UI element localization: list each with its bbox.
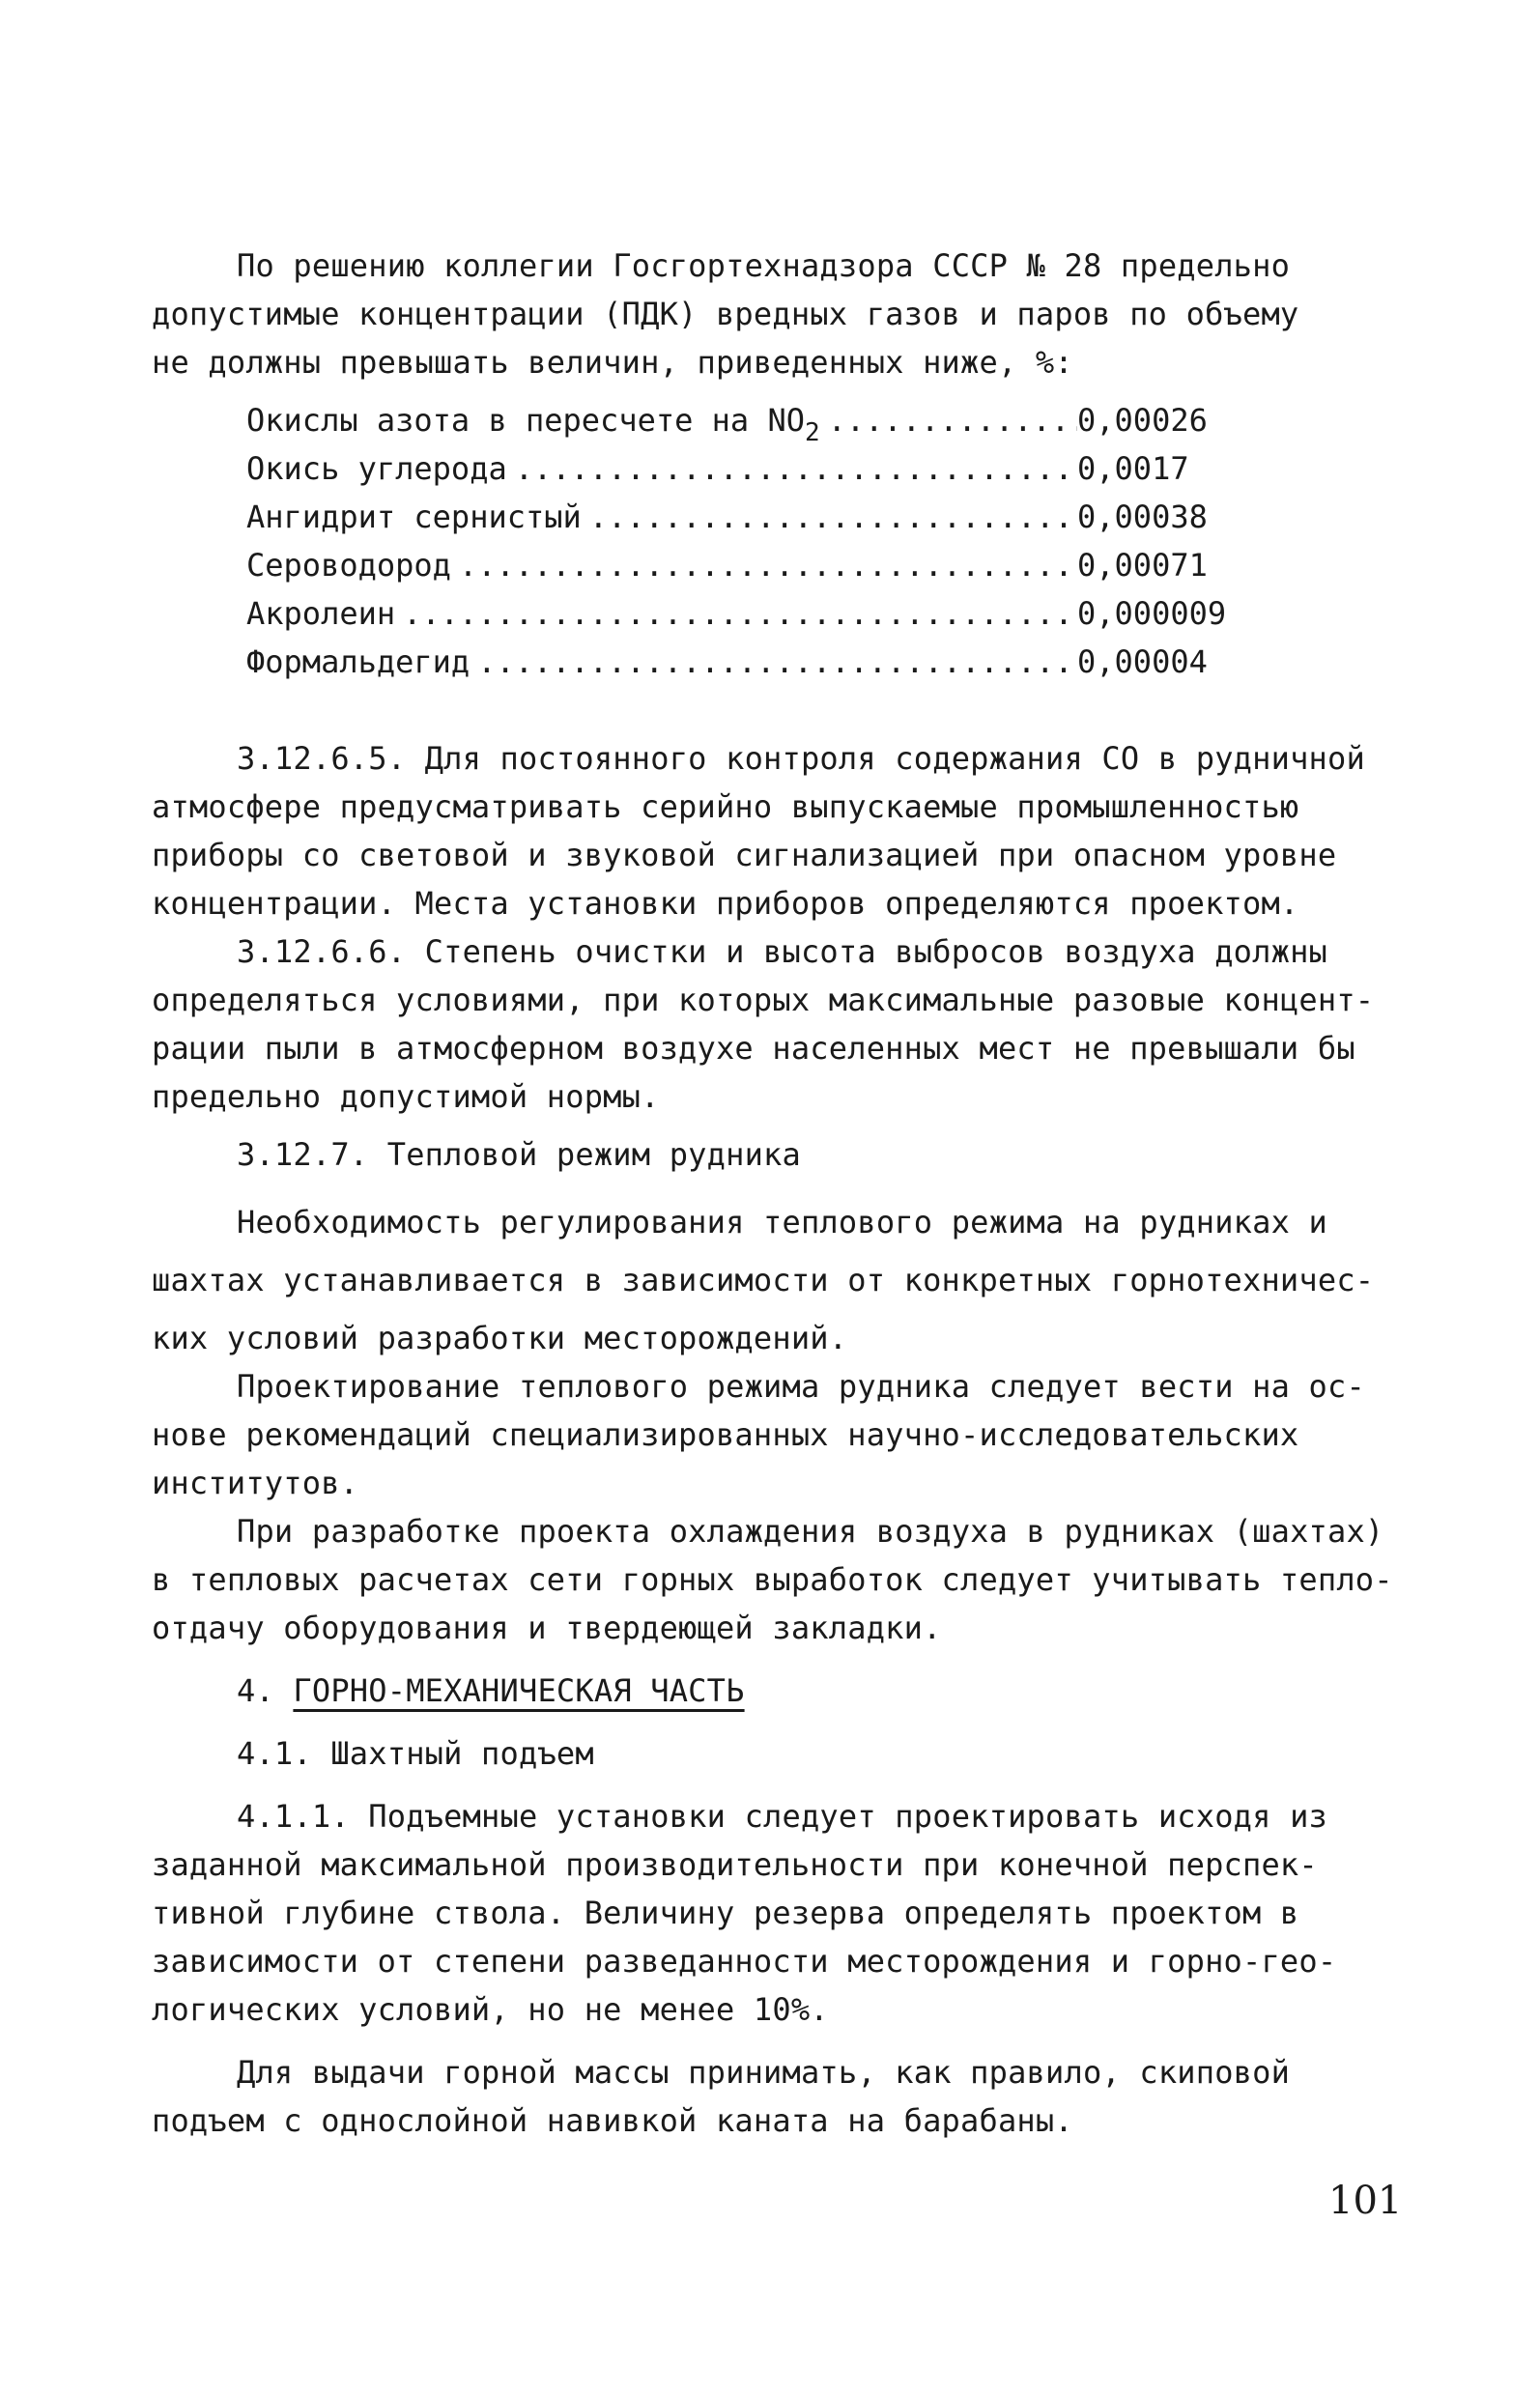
paragraph-line: заданной максимальной производительности при конечной перспек- <box>152 1846 1318 1883</box>
gas-value: 0,0017 <box>1077 450 1189 487</box>
section-3-12-6-6-line: определяться условиями, при которых максимальные разовые концент- <box>152 982 1375 1018</box>
paragraph-line: 4.1.1. Подъемные установки следует проектировать исходя из <box>237 1798 1328 1835</box>
gas-name: Формальдегид <box>246 643 471 680</box>
paragraph-line: отдачу оборудования и твердеющей закладки. <box>152 1610 942 1646</box>
gas-name: Акролеин <box>246 595 396 632</box>
gas-row <box>246 444 1270 493</box>
paragraph-line: институтов. <box>152 1465 359 1501</box>
section-3-12-7-heading: 3.12.7. Тепловой режим рудника <box>237 1136 801 1173</box>
gas-value: 0,00071 <box>1077 547 1208 584</box>
section-3-12-6-5-line: атмосфере предусматривать серийно выпускаемые промышленностью <box>152 788 1299 825</box>
gas-name: Окись углерода <box>246 450 507 487</box>
paragraph-line: шахтах устанавливается в зависимости от конкретных горнотехничес- <box>152 1262 1375 1298</box>
leader-dots <box>582 493 1077 541</box>
paragraph-line: в тепловых расчетах сети горных выработок следует учитывать тепло- <box>152 1561 1393 1598</box>
paragraph-line: Проектирование теплового режима рудника следует вести на ос- <box>237 1368 1365 1405</box>
gas-value: 0,00004 <box>1077 643 1208 680</box>
leader-dots <box>507 444 1077 493</box>
section-3-12-6-6-line: 3.12.6.6. Степень очистки и высота выбросов воздуха должны <box>237 933 1328 970</box>
section-3-12-6-5-line: приборы со световой и звуковой сигнализацией при опасном уровне <box>152 837 1337 873</box>
gas-value: 0,000009 <box>1077 595 1227 632</box>
section-4-heading <box>237 1667 1502 1715</box>
paragraph-line: зависимости от степени разведанности месторождения и горно-гео- <box>152 1943 1337 1980</box>
gas-row <box>246 493 1270 541</box>
leader-dots <box>395 589 1077 638</box>
gas-name: Окислы азота в пересчете на $NO_2$ <box>246 402 820 447</box>
gas-concentration-list <box>246 396 1270 686</box>
intro-line: не должны превышать величин, приведенных ниже, %: <box>152 344 1073 381</box>
paragraph-line: Для выдачи горной массы принимать, как правило, скиповой <box>237 2054 1291 2091</box>
paragraph-line: подъем с однослойной навивкой каната на барабаны. <box>152 2102 1073 2139</box>
paragraph-line: логических условий, но не менее 10%. <box>152 1991 829 2028</box>
paragraph-line: тивной глубине ствола. Величину резерва определять проектом в <box>152 1895 1299 1931</box>
section-title: ГОРНО-МЕХАНИЧЕСКАЯ ЧАСТЬ <box>293 1672 745 1709</box>
leader-dots <box>470 638 1077 686</box>
page-number: 101 <box>1328 2179 1403 2223</box>
leader-dots <box>820 396 1077 444</box>
section-3-12-6-6-line: предельно допустимой нормы. <box>152 1078 660 1115</box>
leader-dots <box>451 541 1077 589</box>
gas-name: Ангидрит сернистый <box>246 499 582 535</box>
gas-row <box>246 638 1270 686</box>
gas-row <box>246 396 1270 447</box>
gas-value: 0,00038 <box>1077 499 1208 535</box>
section-4-1-heading: 4.1. Шахтный подъем <box>237 1735 594 1772</box>
paragraph-line: ких условий разработки месторождений. <box>152 1320 848 1356</box>
gas-value: 0,00026 <box>1077 402 1208 439</box>
paragraph-line: При разработке проекта охлаждения воздуха в рудниках (шахтах) <box>237 1513 1384 1550</box>
paragraph-line: нове рекомендаций специализированных научно-исследовательских <box>152 1416 1299 1453</box>
section-3-12-6-6-line: рации пыли в атмосферном воздухе населенных мест не превышали бы <box>152 1030 1355 1067</box>
section-number: 4. <box>237 1672 274 1709</box>
gas-name: Сероводород <box>246 547 451 584</box>
gas-row <box>246 541 1270 589</box>
paragraph-line: Необходимость регулирования теплового режима на рудниках и <box>237 1204 1328 1240</box>
section-3-12-6-5-line: 3.12.6.5. Для постоянного контроля содержания СО в рудничной <box>237 740 1365 777</box>
intro-line: По решению коллегии Госгортехнадзора СССР № 28 предельно <box>237 247 1291 284</box>
section-3-12-6-5-line: концентрации. Места установки приборов определяются проектом. <box>152 885 1299 922</box>
gas-row <box>246 589 1270 638</box>
intro-line: допустимые концентрации (ПДК) вредных газов и паров по объему <box>152 296 1299 332</box>
